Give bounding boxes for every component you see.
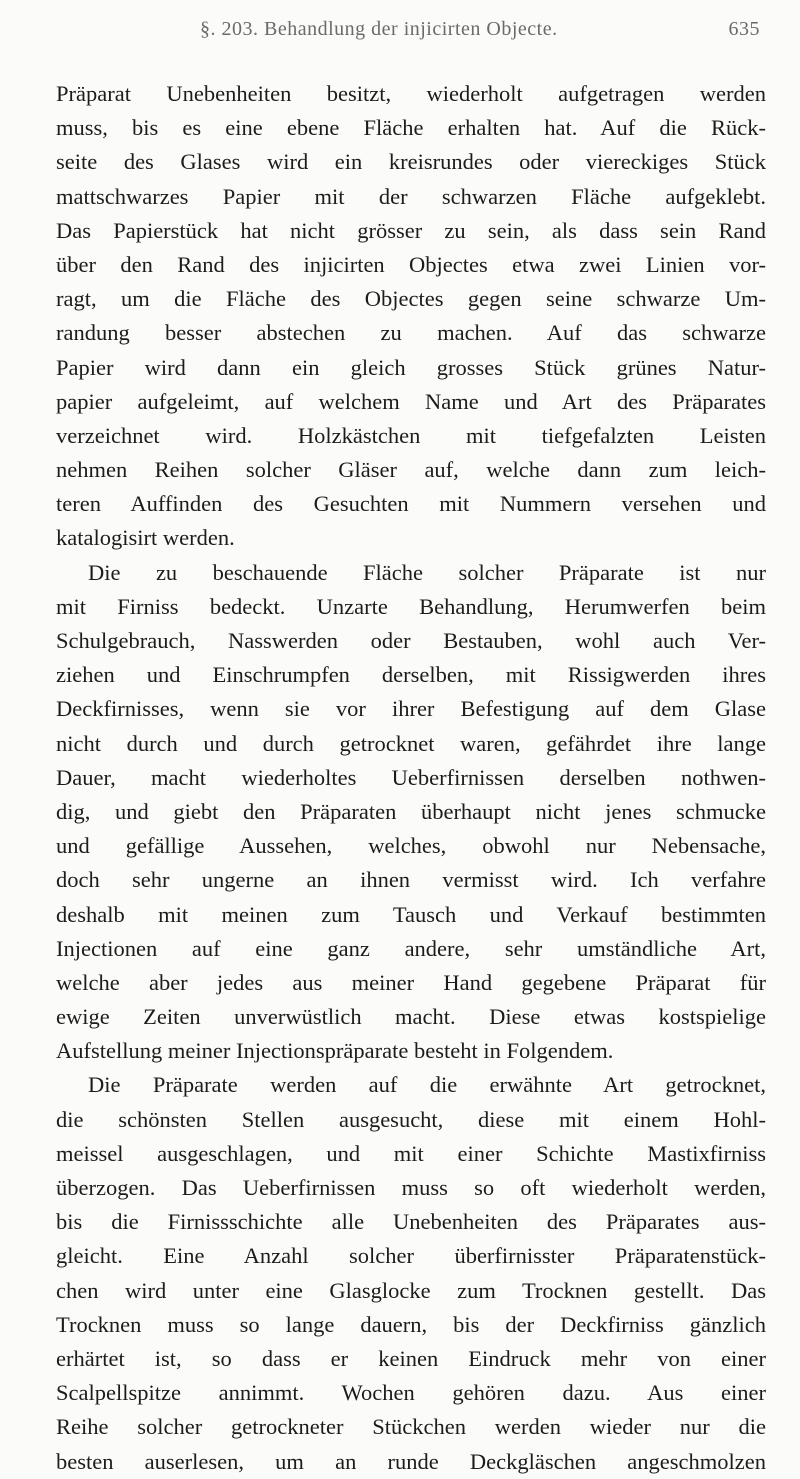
text-line: ragt, um die Fläche des Objectes gegen seine schwarze Um- xyxy=(56,286,766,312)
text-line: überzogen. Das Ueberfirnissen muss so oft wiederholt werden, xyxy=(56,1175,766,1200)
text-line: mattschwarzes Papier mit der schwarzen Fläche aufgeklebt. xyxy=(56,183,766,209)
text-line: Die Präparate werden auf die erwähnte Art getrocknet, xyxy=(88,1072,766,1098)
text-line: gleicht. Eine Anzahl solcher überfirnisster Präparatenstück- xyxy=(56,1243,766,1269)
text-line: Die zu beschauende Fläche solcher Präparate ist nur xyxy=(88,559,766,585)
body-text xyxy=(56,77,766,1479)
text-line: seite des Glases wird ein kreisrundes oder viereckiges Stück xyxy=(56,149,766,175)
text-line: über den Rand des injicirten Objectes etwa zwei Linien vor- xyxy=(56,251,766,277)
text-line: Trocknen muss so lange dauern, bis der Deckfirniss gänzlich xyxy=(56,1311,766,1337)
text-line: dig, und giebt den Präparaten überhaupt nicht jenes schmucke xyxy=(56,798,766,824)
text-line: Aufstellung meiner Injectionspräparate besteht in Folgendem. xyxy=(56,1038,614,1064)
text-line: teren Auffinden des Gesuchten mit Nummern versehen und xyxy=(56,491,766,517)
text-line: nicht durch und durch getrocknet waren, gefährdet ihre lange xyxy=(56,730,766,756)
text-line: verzeichnet wird. Holzkästchen mit tiefgefalzten Leisten xyxy=(56,422,766,448)
text-line: katalogisirt werden. xyxy=(56,525,235,551)
text-line: Reihe solcher getrockneter Stückchen werden wieder nur die xyxy=(56,1414,766,1440)
page-number: 635 xyxy=(728,18,760,40)
text-line: muss, bis es eine ebene Fläche erhalten hat. Auf die Rück- xyxy=(56,115,766,141)
text-line: ziehen und Einschrumpfen derselben, mit Rissigwerden ihres xyxy=(56,662,766,688)
section-header: §. 203. Behandlung der injicirten Objecte. xyxy=(200,18,558,40)
text-line: besten auserlesen, um an runde Deckgläschen angeschmolzen xyxy=(56,1448,766,1474)
text-line: erhärtet ist, so dass er keinen Eindruck mehr von einer xyxy=(56,1345,766,1371)
text-line: Präparat Unebenheiten besitzt, wiederholt aufgetragen werden xyxy=(56,81,766,106)
text-line: nehmen Reihen solcher Gläser auf, welche dann zum leich- xyxy=(56,457,766,483)
text-line: Das Papierstück hat nicht grösser zu sein, als dass sein Rand xyxy=(56,217,766,243)
text-line: Dauer, macht wiederholtes Ueberfirnissen derselben nothwen- xyxy=(56,764,766,790)
text-line: randung besser abstechen zu machen. Auf das schwarze xyxy=(56,320,766,346)
text-line: Deckfirnisses, wenn sie vor ihrer Befestigung auf dem Glase xyxy=(56,696,766,722)
text-line: Injectionen auf eine ganz andere, sehr umständliche Art, xyxy=(56,935,766,961)
text-line: ewige Zeiten unverwüstlich macht. Diese etwas kostspielige xyxy=(56,1004,766,1030)
text-line: bis die Firnissschichte alle Unebenheiten des Präparates aus- xyxy=(56,1209,766,1235)
text-line: welche aber jedes aus meiner Hand gegebene Präparat für xyxy=(56,969,766,995)
text-line: die schönsten Stellen ausgesucht, diese mit einem Hohl- xyxy=(56,1106,766,1132)
text-line: Scalpellspitze annimmt. Wochen gehören dazu. Aus einer xyxy=(56,1380,766,1406)
running-head xyxy=(200,18,760,58)
text-line: deshalb mit meinen zum Tausch und Verkauf bestimmten xyxy=(56,901,766,927)
text-line: und gefällige Aussehen, welches, obwohl nur Nebensache, xyxy=(56,833,766,859)
text-line: doch sehr ungerne an ihnen vermisst wird. Ich verfahre xyxy=(56,867,766,893)
text-line: papier aufgeleimt, auf welchem Name und Art des Präparates xyxy=(56,388,766,414)
text-line: meissel ausgeschlagen, und mit einer Schichte Mastixfirniss xyxy=(56,1140,766,1166)
text-line: Schulgebrauch, Nasswerden oder Bestauben, wohl auch Ver- xyxy=(56,628,766,653)
text-line: chen wird unter eine Glasglocke zum Trocknen gestellt. Das xyxy=(56,1277,766,1303)
text-line: mit Firniss bedeckt. Unzarte Behandlung, Herumwerfen beim xyxy=(56,593,766,619)
text-line: Papier wird dann ein gleich grosses Stück grünes Natur- xyxy=(56,354,766,380)
